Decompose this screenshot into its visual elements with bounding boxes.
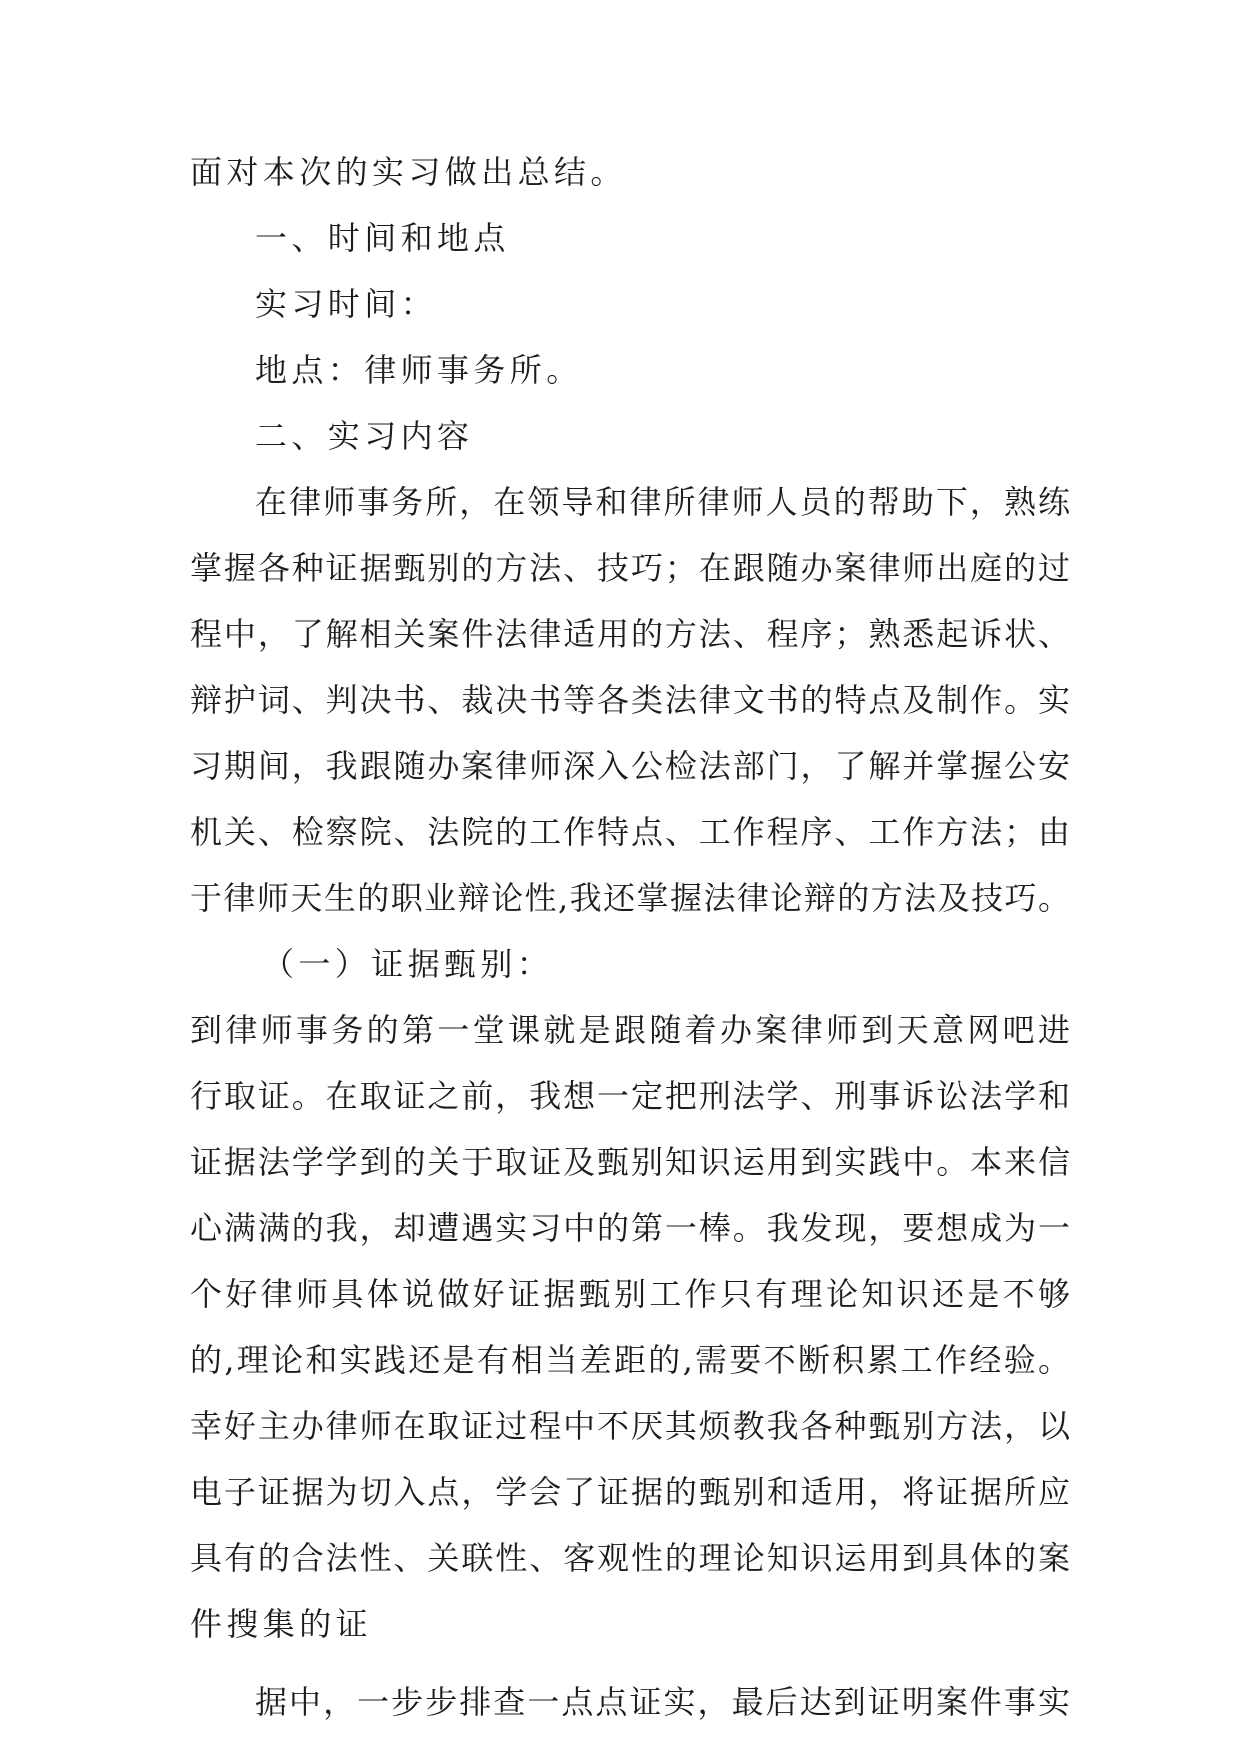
paragraph-line: 据中，一步步排查一点点证实，最后达到证明案件事实: [255, 1683, 1070, 1721]
paragraph-line: 掌握各种证据甄别的方法、技巧；在跟随办案律师出庭的过: [190, 549, 1070, 587]
paragraph-line: 的,理论和实践还是有相当差距的,需要不断积累工作经验。: [190, 1341, 1070, 1379]
section-heading: 一、时间和地点: [255, 219, 510, 257]
paragraph-line: 辩护词、判决书、裁决书等各类法律文书的特点及制作。实: [190, 681, 1070, 719]
subsection-heading: （一）证据甄别：: [262, 945, 554, 983]
paragraph-line: 件搜集的证: [190, 1605, 373, 1643]
paragraph-line: 于律师天生的职业辩论性,我还掌握法律论辩的方法及技巧。: [190, 879, 1070, 917]
paragraph-line: 习期间，我跟随办案律师深入公检法部门，了解并掌握公安: [190, 747, 1070, 785]
text-line: 实习时间：: [255, 285, 438, 323]
paragraph-line: 在律师事务所，在领导和律所律师人员的帮助下，熟练: [255, 483, 1070, 521]
text-line: 地点：律师事务所。: [255, 351, 583, 389]
paragraph-line: 心满满的我，却遭遇实习中的第一棒。我发现，要想成为一: [190, 1209, 1070, 1247]
text-line: 面对本次的实习做出总结。: [190, 153, 627, 191]
paragraph-line: 程中，了解相关案件法律适用的方法、程序；熟悉起诉状、: [190, 615, 1070, 653]
paragraph-line: 具有的合法性、关联性、客观性的理论知识运用到具体的案: [190, 1539, 1070, 1577]
paragraph-line: 机关、检察院、法院的工作特点、工作程序、工作方法；由: [190, 813, 1070, 851]
paragraph-line: 个好律师具体说做好证据甄别工作只有理论知识还是不够: [190, 1275, 1070, 1313]
paragraph-line: 电子证据为切入点，学会了证据的甄别和适用，将证据所应: [190, 1473, 1070, 1511]
paragraph-line: 行取证。在取证之前，我想一定把刑法学、刑事诉讼法学和: [190, 1077, 1070, 1115]
paragraph-line: 证据法学学到的关于取证及甄别知识运用到实践中。本来信: [190, 1143, 1070, 1181]
section-heading: 二、实习内容: [255, 417, 474, 455]
paragraph-line: 到律师事务的第一堂课就是跟随着办案律师到天意网吧进: [190, 1011, 1070, 1049]
paragraph-line: 幸好主办律师在取证过程中不厌其烦教我各种甄别方法，以: [190, 1407, 1070, 1445]
